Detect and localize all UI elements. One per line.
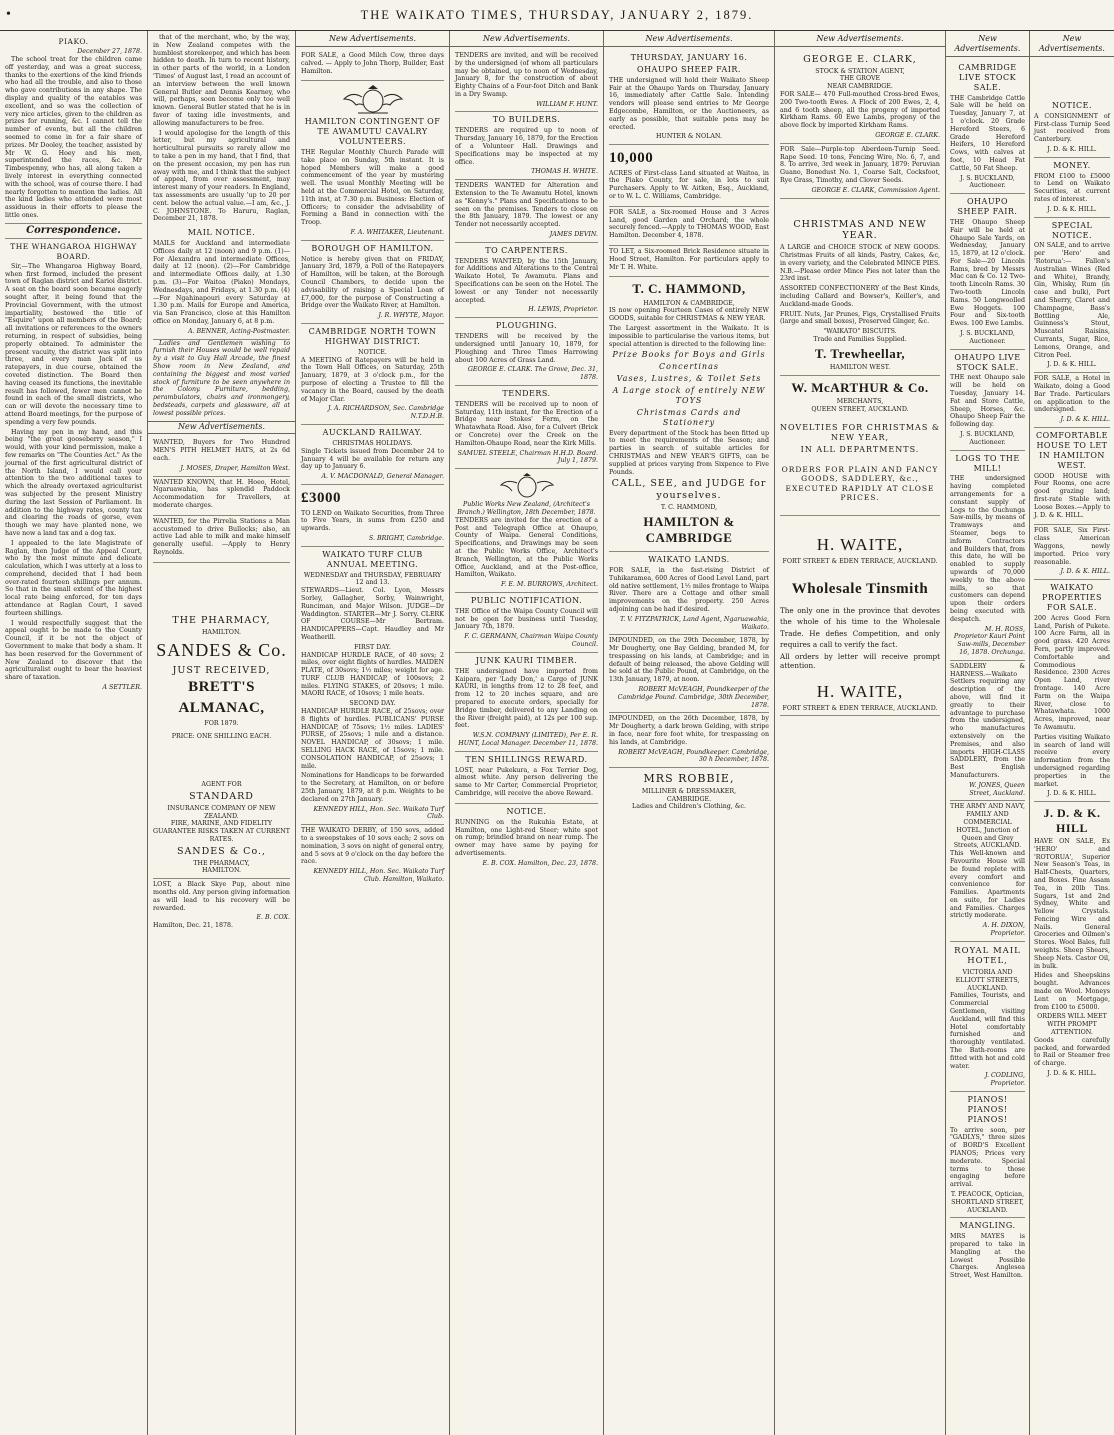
lost-pup-text: LOST, a Black Skye Pup, about nine months old. Any person giving information as will lead to his recovery will be rewarded. xyxy=(153,881,290,912)
agent-for: AGENT FOR xyxy=(201,781,242,789)
house-sale-ad xyxy=(609,207,769,246)
ditch-tenders-ad xyxy=(455,50,598,113)
jdk-hill-text-2: Hides and Sheepskins bought. Advances made on Wool. Moneys Lent on Mortgage, from £100 to £5000. xyxy=(1034,972,1110,1011)
derby-ad xyxy=(301,825,444,887)
pharmacy-ad xyxy=(153,563,290,879)
impounded-1-text: IMPOUNDED, on the 29th December, 1878, by Mr Dougherty, one Bay Gelding, branded M, for trespassing on his lands, at Cambridge; and in default of being released, the above Gelding will be sold at the Public Pound, at Cambridge, on the 13th January, 1879, at noon. xyxy=(609,637,769,684)
biscuits: "WAIKATO" BISCUITS. xyxy=(823,328,897,336)
impounded-2-signature: ROBERT McVEAGH, Poundkeeper. Cambridge, 30 h December, 1878. xyxy=(618,748,769,764)
comfortable-house-text: GOOD HOUSE with Four Rooms, one acre good grazing land; first-rate Stable with Loose Boxes.—Apply to J. D. & K. HILL. xyxy=(1034,472,1110,519)
cambridge-highway-signature: J. A. RICHARDSON, Sec. Cambridge N.T.D.H.B. xyxy=(327,405,444,421)
saddlery-signature: W. JONES, Queen Street, Auckland. xyxy=(969,781,1025,797)
helmet-hats-text: WANTED, Buyers for Two Hundred MEN'S PITH HELMET HATS, at 2s 6d each. xyxy=(153,439,290,463)
waite-tinsmith: Wholesale Tinsmith xyxy=(791,581,929,598)
ohaupo-sheep-ad xyxy=(950,194,1025,350)
turf-club-signature: KENNEDY HILL, Hon. Sec. Waikato Turf Club. xyxy=(313,805,444,821)
almanac-price: PRICE: ONE SHILLING EACH. xyxy=(171,733,272,741)
turnip-notice-text: A CONSIGNMENT of First-class Turnip Seed just received from Canterbury. xyxy=(1034,112,1110,144)
public-notification-text: THE Office of the Waipa County Council will not be open for business until Tuesday, January 7th, 1879. xyxy=(455,607,598,631)
steer-notice-ad xyxy=(455,804,598,871)
public-works-header: Public Works New Zealand, (Architect's Branch.) Wellington, 18th December, 1878. xyxy=(457,501,596,516)
ohaupo-sheep-signature: J. S. BUCKLAND, Auctioneer. xyxy=(960,330,1015,345)
newspaper-title: THE WAIKATO TIMES, THURSDAY, JANUARY 2, 1879. xyxy=(360,7,754,22)
bridge-tenders-text: TENDERS will be received up to noon of Saturday, 11th instant, for the Erection of a Bridge near Stokes' Ferm, on the Whatawhata Road. Also, for a Culvert (Brick or Concrete) over the Creek on the Hamilton-Ohaupo Road, near the Kirk Mills. xyxy=(455,400,598,447)
hammond-every-dept: Every department of the Stock has been fitted up to meet the requirements of the Season; and parties in search of suitable articles for CHRISTMAS and NEW YEAR'S GIFTS, can be supplied at prices varying from Sixpence to Five Pounds. xyxy=(609,429,769,476)
ohaupo-sheep-text: THE Ohaupo Sheep Fair will be held at Ohaupo Sale Yards, on Wednesday, January 15, 1879, at 12 o'clock. For Sale—20 Lincoln Rams, bred by Messrs Mac can & Co. 12 Two-tooth Lincoln Rams. 30 Two-tooth Lincoln Rams. 50 Longwoolled Ewe Hoggets. 100 Four and Six-tooth Ewes. 100 Ewe Lambs. xyxy=(950,218,1025,328)
hotel-sale-signature: J. D. & K. HILL. xyxy=(1060,416,1110,424)
hotel-alteration-signature: JAMES DEVIN. xyxy=(549,230,598,238)
pharmacy-2: THE PHARMACY, xyxy=(193,859,250,867)
robbie-ad xyxy=(609,768,769,814)
railway-ad xyxy=(301,425,444,485)
letter-text-3: I appealed to the late Magistrate of Raglan, then Judge of the Appeal Court, who by the most minute and delicate calculation, which I was utterly at a loss to comprehend, decided that I had been over-rated fourteen shillings per annum. So that in the small extent of the highest local rate being enforced, for ten days attendance at Raglan Court, I saved fourteen shillings. xyxy=(5,539,143,617)
cambridge-highway-notice: NOTICE. xyxy=(358,348,387,356)
cambridge-stock-ad xyxy=(950,60,1025,194)
lost-pup-place: Hamilton, Dec. 21, 1878. xyxy=(153,922,233,930)
builders-text: TENDERS are required up to noon of Thursday, January 16, 1879, for the Erection of a Volunteer Hall. Drawings and Specifications may be inspected at my office. xyxy=(455,127,598,166)
trade-families: Trade and Families Supplied. xyxy=(813,335,907,343)
hammond-largest: The Largest assortment in the Waikato. It is impossible to particularise the various items, but special attention is directed to the following line: xyxy=(609,324,769,348)
item-vases: Vases, Lustres, & Toilet Sets xyxy=(616,374,762,384)
ploughing-heading: PLOUGHING. xyxy=(495,321,558,331)
christmas-heading: CHRISTMAS AND NEW YEAR. xyxy=(793,218,927,242)
properties-text: 200 Acres Good Fern Land, Parish of Pukete. 100 Acre Farm, all in good grass. 420 Acres Fern, partly improved. Comfortable and Commodious Residence. 2300 Acres Open Land, river frontage. 140 Acre Farm on the Waipa River, close to Whatawhata. 1000 Acres, improved, near Te Awamutu. xyxy=(1034,614,1110,731)
pharmacy-heading: THE PHARMACY, xyxy=(172,614,271,626)
waite-place-2: FORT STREET & EDEN TERRACE, AUCKLAND. xyxy=(782,704,938,712)
letter-heading: THE WHANGAROA HIGHWAY BOARD. xyxy=(10,242,137,261)
comfortable-house-ad xyxy=(1034,428,1110,525)
ditch-tenders-signature: WILLIAM F. HUNT. xyxy=(536,100,598,108)
seed-text: FOR Sale—Purple-top Aberdeen-Turnip Seed. Rape Seed. 10 tons, Fencing Wire, No. 6, 7, and 8. To arrive, 3rd week in January, 1879: Peruvian Guano, Bonedust No. 1, Coarse Salt, Cocksfoot, Rye Grass, Timothy, and Clover Seeds. xyxy=(780,145,940,185)
milch-cow-ad xyxy=(301,50,444,81)
acres-ad xyxy=(609,145,769,207)
money-text: FROM £100 to £5000 to Lend on Waikato Securities, at current rates of interest. xyxy=(1034,172,1110,203)
contingent-text: THE Regular Monthly Church Parade will take place on Sunday, 5th instant. It is hoped Members will make a good commencement of the year by mustering well. The usual Monthly Meeting will be held at the Commercial Hotel, on Saturday, 11th inst, at 7.30 p.m. Business: Election of Officers; to consider the advisability of Forming a Band in connection with the Troop. xyxy=(301,149,444,227)
page-mark: • xyxy=(6,7,13,22)
column-6-heading: New Advertisements. xyxy=(775,34,945,47)
pharmacy-place: HAMILTON. xyxy=(201,628,242,636)
bridge-tenders-heading: TENDERS. xyxy=(502,388,551,398)
waggons-ad xyxy=(1034,525,1110,580)
letter-continued-2: I would apologise for the length of this letter, but my agricultural and horticultural pursuits so rarely allow me to take a pen in my hand, that I find, that on the present occasion, my pen has run away with me, and I think that the subject of appeal, from over assessment, may interest many of your readers. In England, tax assessments are usually 'up to 20 per cent. below the actual value.—I am, &c., J. C. JOHNSTONE. To Haruru, Raglan, December 21, 1878. xyxy=(153,129,290,223)
robbie-text: Ladies and Children's Clothing, &c. xyxy=(632,803,746,811)
fire-marine: FIRE, MARINE, AND FIDELITY GUARANTEE RISKS TAKEN AT CURRENT RATES. xyxy=(153,820,290,843)
turf-club-note: Nominations for Handicaps to be forwarded to the Secretary, at Hamilton, on or before 25th January, 1879, at 8 p.m. Weights to be declared on 27th January. xyxy=(301,772,444,803)
waggons-signature: J. D. & K. HILL. xyxy=(1060,568,1110,576)
waite-ad xyxy=(780,516,940,716)
furniture-notice: Ladies and Gentlemen wishing to furnish their Houses would be well repaid by a visit to Guy Hall Arcade, the finest Show room in New Zealand, and containing the biggest and most varied stock of furniture to be seen anywhere in the Colony. Furniture, bedding, perambulators, chairs and ironmongery, bedsteads, carpets and glassware, all at lowest possible prices. xyxy=(153,339,290,417)
pianos-text: To arrive soon, per "GADLYS," three sizes of BORD'S Excellent PIANOS; Prices very moderate. Special terms to those engaging before arrival. xyxy=(950,1126,1025,1189)
waite-place: FORT STREET & EDEN TERRACE, AUCKLAND. xyxy=(782,558,938,566)
bridge-tenders-ad xyxy=(455,386,598,469)
waite-orders: All orders by letter will receive prompt attention. xyxy=(780,651,940,670)
helmet-hats-signature: J. MOSES, Draper, Hamilton West. xyxy=(180,464,290,472)
seed-ad xyxy=(780,144,940,199)
borough-heading: BOROUGH OF HAMILTON. xyxy=(311,243,434,253)
royal-mail-subheading: VICTORIA AND ELLIOTT STREETS, AUCKLAND. xyxy=(955,968,1020,992)
piako-text: The school treat for the children came off yesterday, and was a great success, thanks to the exertions of the kind friends who had all the trouble, and also to those who gave contributions in any shape. The display and quality of the eatables was excellent, and so was the collection of very nice articles, given to the children as prizes for running, &c. I cannot tell the number of events, but all the children seemed to come in for a fair share of prizes. Mr Dooley, the teacher, assisted by Mr W. G. Hoey and his men, superintended the races, &c. Mr Timbespenny, who has, all along taken a lively interest in everything connected with the school, was of course there. I had nearly forgotten to mention the ladies. All the kind ladies who attended were most assiduous in their efforts to please the little ones. xyxy=(5,56,142,220)
clark-grove: THE GROVE xyxy=(839,75,881,83)
waikato-lands-heading: WAIKATO LANDS. xyxy=(648,555,730,565)
hammond-text: IS now opening Fourteen Cases of entirely NEW GOODS, suitable for CHRISTMAS & NEW YEAR. xyxy=(609,307,769,323)
mangling-text: MRS MAYES is prepared to take in Mangling at the Lowest Possible Charges. Anglesea Street, West Hamilton. xyxy=(950,1233,1025,1280)
hammond-ad xyxy=(609,277,769,552)
waikato-lands-text: FOR SALE, in the fast-rising District of Tuhikaramea, 600 Acres of Good Level Land, part old native settlement, 1½ miles frontage to Waipa River. There are a Cottage and other small improvements on the property. 250 Acres adjoining can be had if desired. xyxy=(609,566,769,613)
borough-signature: J. R. WHYTE, Mayor. xyxy=(378,312,444,320)
item-cards: Christmas Cards and Stationery xyxy=(636,407,742,427)
steer-notice-text: RUNNING on the Rukuhia Estate, at Hamilton, one Light-red Steer; white spot on rump; brindled brand on near rump. The owner may have same by paying for advertisements. xyxy=(455,818,598,857)
carpenters-signature: H. LEWIS, Proprietor. xyxy=(528,306,598,314)
steer-notice-heading: NOTICE. xyxy=(506,806,547,816)
mcarthur-ad xyxy=(780,376,940,517)
waite-name: H. WAITE, xyxy=(816,535,904,555)
ohaupo-fair-ad xyxy=(609,50,769,145)
ohaupo-fair-date: THURSDAY, JANUARY 16. xyxy=(630,52,748,62)
builders-signature: THOMAS H. WHITE. xyxy=(531,168,598,176)
mcarthur-name: W. McARTHUR & Co. xyxy=(791,379,929,395)
column-7b-heading: New Advertisements. xyxy=(1030,34,1114,57)
robbie-name: MRS ROBBIE, xyxy=(643,772,735,786)
carpenters-ad xyxy=(455,243,598,318)
cambridge-stock-signature: J. S. BUCKLAND, Auctioneer. xyxy=(960,174,1015,190)
money-signature: J. D. & K. HILL. xyxy=(1047,205,1097,213)
army-navy-hotel-text: This Well-known and Favourite House will be found replete with every comfort and convenience for Families. Apartments en suite, for Ladies and Families. Charges strictly moderate. xyxy=(950,850,1025,920)
item-toys: A Large stock of entirely NEW TOYS xyxy=(612,386,766,405)
departments: IN ALL DEPARTMENTS. xyxy=(800,445,920,455)
sandes-name: SANDES & Co. xyxy=(156,640,287,661)
hotel-alteration-text: TENDERS WANTED for Alteration and Extension to the Te Awamutu Hotel, known as "Kenny's." Plans and Specifications to be seen on the premises. Tenders to close on the 8th January, 1879. The lowest or any Tender not necessarily accepted. xyxy=(455,182,598,229)
mangling-heading: MANGLING. xyxy=(959,1221,1016,1231)
waite-text: The only one in the province that devotes the whole of his time to the Wholesale Trade. He defies Competition, and only requires a call to verify the fact. xyxy=(780,605,940,650)
turf-club-ad xyxy=(301,547,444,826)
bullock-driver-ad xyxy=(153,516,290,563)
hammond-name: T. C. HAMMOND, xyxy=(632,281,746,297)
jdk-hill-name: J. D. & K. HILL xyxy=(1043,806,1101,836)
house-sale-text: FOR SALE, a Six-roomed House and 3 Acres Land, good Garden and Orchard; the whole securely fenced.—Apply to THOMAS WOOD, East Hamilton. December 4, 1878. xyxy=(609,208,769,240)
letter-text-1: Sir,—The Whangaroa Highway Board, when first formed, included the present town of Raglan district and Karioi district. A seat on the board soon became eagerly sought after, it being found that the Provincial Government, with the utmost impartiality, bestowed the title of "Esquire" upon all members of the Board; all invitations or references to the owners returning, in respect of subsidies, being properly obtained. To administer the present vacuity, the district was split into three, and every man Jack of us ratepayers, in due course, obtained the coveted distinction. The Board then having ceased its functions, the inevitable result has followed, fewer men cannot be found in each of the small districts, who can or will devote the necessary time to attend Board meetings, for the purpose of spending a very few pounds. xyxy=(5,262,142,426)
railway-heading: AUCKLAND RAILWAY. xyxy=(322,428,423,438)
comfortable-house-heading: COMFORTABLE HOUSE TO LET IN HAMILTON WEST. xyxy=(1035,430,1109,470)
ohaupo-fair-text: THE undersigned will hold their Waikato Sheep Fair at the Ohaupo Yards on Thursday, January 16, immediately after Cattle Sale. Intending vendors will please send entries to Mr George Edgecombe, Hamilton, or the Auctioneers, as early as possible, that suitable pens may be erected. xyxy=(609,76,769,131)
correspondence-heading: Correspondence. xyxy=(5,223,142,239)
ditch-tenders-text: TENDERS are invited, and will be received by the undersigned (of whom all particulars may be obtained, up to noon of Wednesday, January 8, for the construction of about Eighty Chains of a Four-foot Ditch and Bank in a Dry Swamp. xyxy=(455,51,598,98)
second-day-races: HANDICAP HURDLE RACE, of 25sovs; over 8 flights of hurdles. PUBLICANS' PURSE HANDICAP, of 75sovs; 1½ miles. LADIES' PURSE, of 25sovs; 1 mile and a distance. NOVEL HANDICAP, of 30sovs; 1 mile. SELLING HACK RACE, of 15sovs; 1 mile. CONSOLATION HANDICAP, of 25sovs; 1 mile. xyxy=(301,708,444,770)
army-navy-hotel-signature: A. H. DIXON, Proprietor. xyxy=(982,922,1025,938)
jdk-hill-text: HAVE ON SALE, Ex 'HERO' and 'ROTORUA', Superior New Season's Teas, in Half-Chests, Quarters, and Boxes. Fine Assam Tea, in 20lb Tins. Sugars, 1st and 2nd Sydney, White and Yellow Crystals. Fencing Wire and Nails. General Groceries and Oilmen's Stores. Wool Bales, full weights. Sheep Shears, Sheep Nets. Castor Oil, in bulk. xyxy=(1034,837,1110,970)
ohaupo-fair-heading: OHAUPO SHEEP FAIR. xyxy=(637,64,741,74)
item-prize-books: Prize Books for Boys and Girls xyxy=(612,350,766,360)
hotel-sale-ad xyxy=(1034,373,1110,428)
column-5-heading: New Advertisements. xyxy=(604,34,774,47)
robbie-trade: MILLINER & DRESSMAKER, xyxy=(641,787,737,795)
logs-signature: M. H. ROSS, Proprietor Kauri Point Saw-mills, December 16, 1878. Orchunga. xyxy=(953,625,1025,656)
impounded-1-ad xyxy=(609,635,769,713)
pianos-ad xyxy=(950,1092,1025,1218)
jdk-hill-orders: ORDERS WILL MEET WITH PROMPT ATTENTION. xyxy=(1037,1013,1107,1037)
logs-ad xyxy=(950,451,1025,661)
column-4 xyxy=(450,31,604,1435)
turf-club-officials: STEWARDS—Lieut. Col. Lyon, Messrs Sorley, Gallagher, Sorby, Wainwright, Runciman, and Major Wilson. JUDGE—Dr Waddington. STARTER—Mr J. Sorry. CLERK OF COURSE—Mr Bertram. HANDICAPPERS—Capt. Haudley and Mr Weatherill. xyxy=(301,587,444,641)
hotel-alteration-ad xyxy=(455,180,598,243)
cambridge-highway-text: A MEETING of Ratepayers will be held in the Town Hall Offices, on Saturday, 25th January, 1879, at 3 o'clock p.m., for the purpose of electing a Trustee to fill the vacancy in the Board, caused by the death of Major Clar. xyxy=(301,356,444,403)
to-let-ad xyxy=(609,246,769,277)
properties-signature: J. D. & K. HILL. xyxy=(1047,790,1097,798)
mail-notice-text: MAILS for Auckland and intermediate Offices daily at 12 (noon) and 9 p.m. (1)—For Alexandra and intermediate Offices, daily at 12 (noon). (2)—For Cambridge and intermediate Offices daily, at 1.30 p.m. (3)—For Waitoa (Piako) Mondays, Wednesdays, and Fridays, at 1.30 p.m. (4)—For Ngahinapouri every Saturday at 1.30 p.m. Mails for Europe and America, via San Francisco, close at this Hamilton office on Monday, January 6, at 8 p.m. xyxy=(153,240,290,325)
clark-name: GEORGE E. CLARK, xyxy=(803,53,917,65)
special-notice-signature: J. D. & K. HILL. xyxy=(1047,361,1097,369)
public-notification-heading: PUBLIC NOTIFICATION. xyxy=(470,595,583,605)
steer-notice-signature: E. B. COX. Hamilton, Dec. 23, 1878. xyxy=(482,859,598,867)
helmet-hats-ad xyxy=(153,437,290,476)
column-7a xyxy=(946,31,1030,1435)
contingent-signature: F. A. WHITAKER, Lieutenant. xyxy=(350,228,444,236)
letter-continued-1: that of the merchant, who, by the way, in New Zealand competes with the humblest storekeeper, and which has been hidden to death. In turn to recent history, in other parts of the world, in a London 'Times' of August last, I read an account of an interview between the well known General Butler and Dennis Kearney, who will, perhaps, soon become only too well known. General Butler stated that he is in favor of taxing idle investments, and allowing manufacturers to be free. xyxy=(153,34,290,127)
royal-mail-text: Families, Tourists, and Commercial Gentlemen, visiting Auckland, will find this Hotel comfortably furnished and thoroughly ventilated. The Bath-rooms are fitted with hot and cold water. xyxy=(950,992,1025,1070)
properties-ad xyxy=(1034,580,1110,802)
royal-mail-hotel-ad xyxy=(950,942,1025,1092)
public-notification-signature: F. C. GERMANN, Chairman Waipa County Council. xyxy=(464,633,598,649)
special-notice-text: ON SALE, and to arrive per 'Hero' and 'Rotorua':— Fallon's Australian Wines (Red and White), Brandy, Gin, Whisky, Rum (in case and bulk), Port and Sherry, Claret and Champagne, Bass's Bottling Ale, Guinness's Stout, Muscatel Raisins, Currants, Sugar, Rice, Lemons, Orange, and Citron Peel. xyxy=(1034,242,1110,359)
hammond-place: HAMILTON & CAMBRIDGE, xyxy=(643,299,735,307)
milch-cow-text: FOR SALE, a Good Milch Cow, three days calved. — Apply to John Thorp, Builder, East Hamilton. xyxy=(301,51,444,75)
clark-trade: STOCK & STATION AGENT, xyxy=(815,67,905,75)
turf-club-heading: WAIKATO TURF CLUB ANNUAL MEETING. xyxy=(322,549,423,569)
mail-notice-ad xyxy=(153,225,290,339)
paddock-ad xyxy=(153,477,290,516)
trewheellar-place: HAMILTON WEST. xyxy=(829,363,891,371)
logs-text: THE undersigned having completed arrangements for a constant supply of Logs to the Ouchunga Saw-mills, by means of Tramways and Steamer, begs to inform Contractors and Builders that, from this date, he will be enabled to supply upwards of 70,000 weekly to the above mills, so that customers can depend upon their orders being executed with despatch. xyxy=(950,475,1025,623)
ohaupo-stock-ad xyxy=(950,350,1025,451)
hotel-sale-text: FOR SALE, a Hotel in Waikato, doing a Good Bar Trade. Particulars on application to the undersigned. xyxy=(1034,375,1110,414)
royal-mail-signature: J. CODLING, Proprietor. xyxy=(984,1072,1025,1088)
trewheellar-name: T. Trewheellar, xyxy=(814,345,906,361)
turnip-notice-signature: J. D. & K. HILL. xyxy=(1047,145,1097,153)
insurance-company: INSURANCE COMPANY OF NEW ZEALAND. xyxy=(167,804,276,820)
kauri-timber-signature: W.S.N. COMPANY (LIMITED), Per E. R. HUNT, Local Manager. December 11, 1878. xyxy=(458,732,598,747)
hammond-towns: HAMILTON & CAMBRIDGE xyxy=(643,513,735,545)
column-5 xyxy=(604,31,775,1435)
lost-pup-ad xyxy=(153,879,290,933)
pianos-signature: T. PEACOCK, Optician, SHORTLAND STREET, AUCKLAND. xyxy=(950,1190,1025,1214)
new-ads-heading: New Advertisements. xyxy=(148,421,295,435)
ohaupo-stock-text: THE next Ohaupo sale will be held on Tuesday, January 14. Fat and Store Cattle, Sheep, Horses, &c. Ohaupo Sheep Fair the following day. xyxy=(950,374,1025,429)
piako-heading: PIAKO. xyxy=(58,37,89,46)
kauri-timber-ad xyxy=(455,653,598,752)
reward-text: LOST, near Pukekura, a Fox Terrier Dog, almost white. Any person delivering the same to Mr Carter, Commercial Proprietor, Cambridge, will receive the above Reward. xyxy=(455,766,598,798)
clark-ad xyxy=(780,50,940,144)
public-works-signature: F. E. M. BURROWS, Architect. xyxy=(500,581,598,589)
carpenters-heading: TO CARPENTERS. xyxy=(485,245,568,255)
turf-club-dates: WEDNESDAY and THURSDAY, FEBRUARY 12 and 13. xyxy=(303,571,442,587)
fruit-text: FRUIT. Nuts, Jar Prunes, Figs, Crystallised Fruits (large and small boxes), Preserved Ginger, &c. xyxy=(780,310,940,326)
mcarthur-place: QUEEN STREET, AUCKLAND. xyxy=(811,405,909,413)
army-navy-hotel-ad xyxy=(950,801,1025,942)
reward-ad xyxy=(455,752,598,804)
paddock-text: WANTED KNOWN, that H. Hoeo, Hotel, Ngaruawahia, has splendid Paddock Accommodation for Travellers, at moderate charges. xyxy=(153,478,290,510)
clark-signature: GEORGE E. CLARK. xyxy=(875,132,940,140)
impounded-2-ad xyxy=(609,713,769,768)
impounded-2-text: IMPOUNDED, on the 26th December, 1878, by Mr Dougherty, a dark brown Gelding, with stripe in face, near fore foot white, for trespassing on his lands, at Cambridge. xyxy=(609,715,769,746)
royal-crest-icon xyxy=(338,85,408,115)
public-works-ad xyxy=(455,469,598,593)
clark-place: NEAR CAMBRIDGE. xyxy=(827,83,893,91)
acres-amount: 10,000 xyxy=(609,150,654,167)
just-received: JUST RECEIVED, xyxy=(172,664,271,676)
almanac-year: FOR 1879. xyxy=(204,719,239,727)
reward-heading: TEN SHILLINGS REWARD. xyxy=(465,754,588,764)
orders-text: ORDERS FOR PLAIN AND FANCY GOODS, SADDLERY, &c., EXECUTED RAPIDLY AT CLOSE PRICES. xyxy=(781,465,939,502)
mcarthur-merchants: MERCHANTS, xyxy=(836,397,884,405)
christmas-text: A LARGE and CHOICE STOCK of NEW GOODS. Christmas Fruits of all kinds, Pastry, Cakes, &c, in every variety, and the Celebrated MINCE PIES. N.B.—Please order Mince Pies not later than the 23rd inst. xyxy=(780,244,940,283)
saddlery-text: SADDLERY & HARNESS.—Waikato Settlers requiring any description of the above, will find it greatly to their advantage to purchase from the undersigned, who manufactures extensively on the Premises, and also imports HIGH-CLASS SADDLERY, from the Best English Manufacturers. xyxy=(950,662,1025,779)
column-7b xyxy=(1030,31,1114,1435)
column-1 xyxy=(0,31,148,1435)
waite-name-2: H. WAITE, xyxy=(816,681,904,701)
public-notification-ad xyxy=(455,593,598,653)
derby-text: THE WAIKATO DERBY, of 150 sovs, added to a sweepstakes of 10 sovs each; 2 sovs on nomination, 3 sovs on night of general entry, and 5 sovs at 9 o'clock on the day before the race. xyxy=(301,827,444,866)
almanac: ALMANAC, xyxy=(178,700,265,717)
ploughing-ad xyxy=(455,318,598,386)
jdk-hill-signature: J. D. & K. HILL. xyxy=(1047,1070,1097,1078)
first-day-heading: FIRST DAY. xyxy=(354,643,391,651)
acres-text: ACRES of First-class Land situated at Waitoa, in the Piako County, for sale, in lots to suit Purchasers. Apply to W. Aitken, Esq., Auckland, or to W. L. C. Williams, Cambridge. xyxy=(609,169,769,201)
money-heading: MONEY. xyxy=(1053,160,1091,170)
lend-money-ad xyxy=(301,485,444,547)
contingent-ad xyxy=(301,81,444,240)
page-columns xyxy=(0,31,1114,1435)
properties-heading: WAIKATO PROPERTIES FOR SALE. xyxy=(1042,583,1102,612)
hammond-signature: T. C. HAMMOND, xyxy=(660,504,718,511)
second-day-heading: SECOND DAY. xyxy=(349,700,396,708)
borough-text: Notice is hereby given that on FRIDAY, January 3rd, 1879, a Poll of the Ratepayers of Hamilton, will be taken, at the Borough Council Chambers, to decide upon the advisability of raising a Special Loan of £7,000, for the purpose of Constructing a Bridge over the Waikato River, at Hamilton. xyxy=(301,255,444,310)
money-ad xyxy=(1034,158,1110,218)
builders-heading: TO BUILDERS. xyxy=(492,115,561,125)
lend-amount: £3000 xyxy=(301,489,341,506)
letter-text-4: I would respectfully suggest that the appeal ought to be made to the County Council, if it be not the object of Government to make that body a sham. It has been reserved for the Government of New Zealand to discover that the agriculturalist ought to bear the heaviest share of taxation. xyxy=(5,619,142,682)
novelties: NOVELTIES FOR CHRISTMAS & NEW YEAR, xyxy=(780,423,940,443)
clark-text: FOR SALE— 470 Full-mouthed Cross-bred Ewes, 200 Two-tooth Ewes. A Flock of 200 Ewes, 2, 4, and 6 tooth sheep, all the progeny of imported Kirkham Rams. 60 Ewe Lambs, progeny of the above flock by imported Kirkham Rams. xyxy=(780,91,940,130)
carpenters-text: TENDERS WANTED, by the 15th January, for Additions and Alterations to the Central Waikato Hotel, Te Awamutu. Plans and Specifications can be seen on the Hotel. The lowest or any Tender not necessarily accepted. xyxy=(455,257,598,304)
letter-text-2: Having my pen in my hand, and this being "the great gooseberry season," I would, with your kind permission, make a few remarks on "The Counties Act." As the journal of the first agricultural district of the North Island, I would call your attention to the two additional taxes to which the already overtaxed agriculturist was subjected by the present Ministry during the last Session of Parliament. In addition to the highway rates, county tax and clearing the roads of gorse, even though we may have planted none, we have now a land tax and a dog tax. xyxy=(5,428,142,537)
special-notice-ad xyxy=(1034,218,1110,374)
railway-text: Single Tickets issued from December 24 to January 4 will be available for return any day up to January 6. xyxy=(301,447,444,471)
properties-note: Parties visiting Waikato in search of land will receive every information from the undersigned regarding properties in the market. xyxy=(1034,733,1110,788)
railway-subheading: CHRISTMAS HOLIDAYS. xyxy=(332,439,413,447)
ohaupo-stock-signature: J. S. BUCKLAND, Auctioneer. xyxy=(960,431,1015,446)
ohaupo-stock-heading: OHAUPO LIVE STOCK SALE. xyxy=(954,352,1021,372)
jdk-hill-orders-2: Goods carefully packed, and forwarded to Rail or Steamer free of charge. xyxy=(1034,1036,1110,1068)
column-3-heading: New Advertisements. xyxy=(296,34,449,47)
column-6 xyxy=(775,31,946,1435)
christmas-ad xyxy=(780,199,940,376)
army-navy-hotel-heading: THE ARMY AND NAVY, FAMILY AND COMMERCIAL HOTEL, Junction of Queen and Grey Streets, AUCKLAND. xyxy=(950,803,1025,850)
saddlery-ad xyxy=(950,661,1025,802)
hamilton-2: HAMILTON. xyxy=(201,867,242,875)
derby-signature: KENNEDY HILL, Hon. Sec. Waikato Turf Club. Hamilton, Waikato. xyxy=(313,868,444,884)
to-let-text: TO LET, a Six-roomed Brick Residence situate in Hood Street, Hamilton. For particulars apply to Mr T. H. White. xyxy=(609,248,769,271)
turnip-notice-ad xyxy=(1034,60,1110,158)
ploughing-text: TENDERS will be received by the undersigned until January 10, 1879, for Ploughing and Three Times Harrowing about 100 Acres of Grass Land. xyxy=(455,333,598,364)
builders-ad xyxy=(455,112,598,180)
item-concertinas: Concertinas xyxy=(659,362,719,372)
bretts: BRETT'S xyxy=(188,679,255,696)
waikato-lands-signature: T. V. FITZPATRICK, Land Agent, Ngaruawahia, Waikato. xyxy=(620,615,769,631)
waggons-text: FOR SALE, Six First-class American Waggons, newly imported. Price very reasonable. xyxy=(1034,527,1110,566)
masthead xyxy=(0,0,1114,31)
ohaupo-sheep-heading: OHAUPO SHEEP FAIR. xyxy=(957,197,1018,216)
mangling-ad xyxy=(950,1218,1025,1285)
railway-signature: A. V. MACDONALD, General Manager. xyxy=(321,473,444,481)
hammond-call: CALL, SEE, and JUDGE for yourselves. xyxy=(611,478,767,502)
ploughing-signature: GEORGE E. CLARK. The Grove, Dec. 31, 1878. xyxy=(467,366,598,382)
public-works-crest-icon xyxy=(497,473,557,499)
kauri-timber-heading: JUNK KAURI TIMBER. xyxy=(475,655,578,665)
standard-name: STANDARD xyxy=(189,791,254,803)
piako-date: December 27, 1878. xyxy=(77,48,142,56)
cambridge-highway-ad xyxy=(301,324,444,425)
turnip-notice-heading: NOTICE. xyxy=(1051,100,1093,110)
pianos-heading: PIANOS! PIANOS! PIANOS! xyxy=(967,1094,1008,1124)
logs-heading: LOGS TO THE MILL! xyxy=(955,453,1020,473)
mail-notice-heading: MAIL NOTICE. xyxy=(187,228,256,238)
royal-mail-heading: ROYAL MAIL HOTEL, xyxy=(954,945,1021,967)
cambridge-stock-heading: CAMBRIDGE LIVE STOCK SALE. xyxy=(958,62,1017,92)
bridge-tenders-signature: SAMUEL STEELE, Chairman H.H.D. Board. July 1, 1879. xyxy=(457,449,598,465)
borough-ad xyxy=(301,241,444,324)
ohaupo-fair-signature: HUNTER & NOLAN. xyxy=(656,133,722,141)
column-7 xyxy=(946,31,1114,1435)
bullock-driver-text: WANTED, for the Pirrelia Stations a Man accustomed to drive Bullocks; also, an active Lad able to milk and make himself generally useful. —Apply to Henry Reynolds. xyxy=(153,517,290,557)
kauri-timber-text: THE undersigned have imported from Kaipara, per 'Lady Don,' a Cargo of JUNK KAURI, in lengths from 12 to 28 feet, and from 12 to 20 inches square, and are prepared to execute orders, specially for Bridge timber, delivered to any Landing on the River (freight paid), at 12s per 100 sup. feet. xyxy=(455,667,598,730)
lost-pup-signature: E. B. COX. xyxy=(256,914,290,922)
robbie-place: CAMBRIDGE. xyxy=(666,795,712,803)
first-day-races: HANDICAP HURDLE RACE, of 40 sovs; 2 miles, over eight flights of hurdles. MAIDEN PLATE, of 30sovs; 1½ miles; weight for age. TURF CLUB HANDICAP, of 100sovs; 2 miles. FLYING STAKES, of 20sovs; 1 mile. MAORI RACE, of 10sovs; 1 mile heats. xyxy=(301,651,444,698)
lend-signature: S. BRIGHT, Cambridge. xyxy=(368,534,444,542)
impounded-1-signature: ROBERT McVEAGH, Poundkeeper of the Cambridge Pound. Cambridge, 30th December, 1878. xyxy=(617,686,769,709)
confectionery-text: ASSORTED CONFECTIONERY of the Best Kinds, including Callard and Bowser's, Keiller's, and Auckland-made Goods. xyxy=(780,285,940,308)
cambridge-stock-text: THE Cambridge Cattle Sale will be held on Tuesday, January 7, at 1 o'clock. 20 Grade Hereford Steers, 6 Grade Hereford Heifers, 10 Hereford Cows, with calves at foot, 10 Head Fat Cattle, 50 Fat Sheep. xyxy=(950,94,1025,172)
sandes-name-2: SANDES & Co., xyxy=(176,845,267,857)
contingent-heading: HAMILTON CONTINGENT OF TE AWAMUTU CAVALRY VOLUNTEERS. xyxy=(304,117,441,147)
special-notice-heading: SPECIAL NOTICE. xyxy=(1051,220,1093,240)
column-3 xyxy=(296,31,450,1435)
letter-signature: A SETTLER. xyxy=(102,684,142,692)
column-2 xyxy=(148,31,296,1435)
cambridge-highway-heading: CAMBRIDGE NORTH TOWN HIGHWAY DISTRICT. xyxy=(308,327,437,346)
column-7a-heading: New Advertisements. xyxy=(946,34,1029,57)
lend-text: TO LEND on Waikato Securities, from Three to Five Years, in sums from £250 and upwards. xyxy=(301,509,444,533)
jdk-hill-ad xyxy=(1034,802,1110,1081)
public-works-text: TENDERS are invited for the erection of a Post and Telegraph Office at Ohaupo, County of Waipa. General Conditions, Specifications, and Drawings may be seen at the Public Works Office, Architect's Branch, Wellington, at the Public Works Office, Auckland, and at the Post-office, Hamilton, Waikato. xyxy=(455,516,598,579)
waikato-lands-ad xyxy=(609,552,769,635)
seed-signature: GEORGE E. CLARK, Commission Agent. xyxy=(811,186,940,194)
mail-notice-signature: A. BENNER, Acting-Postmaster. xyxy=(187,327,290,335)
column-4-heading: New Advertisements. xyxy=(450,34,603,47)
